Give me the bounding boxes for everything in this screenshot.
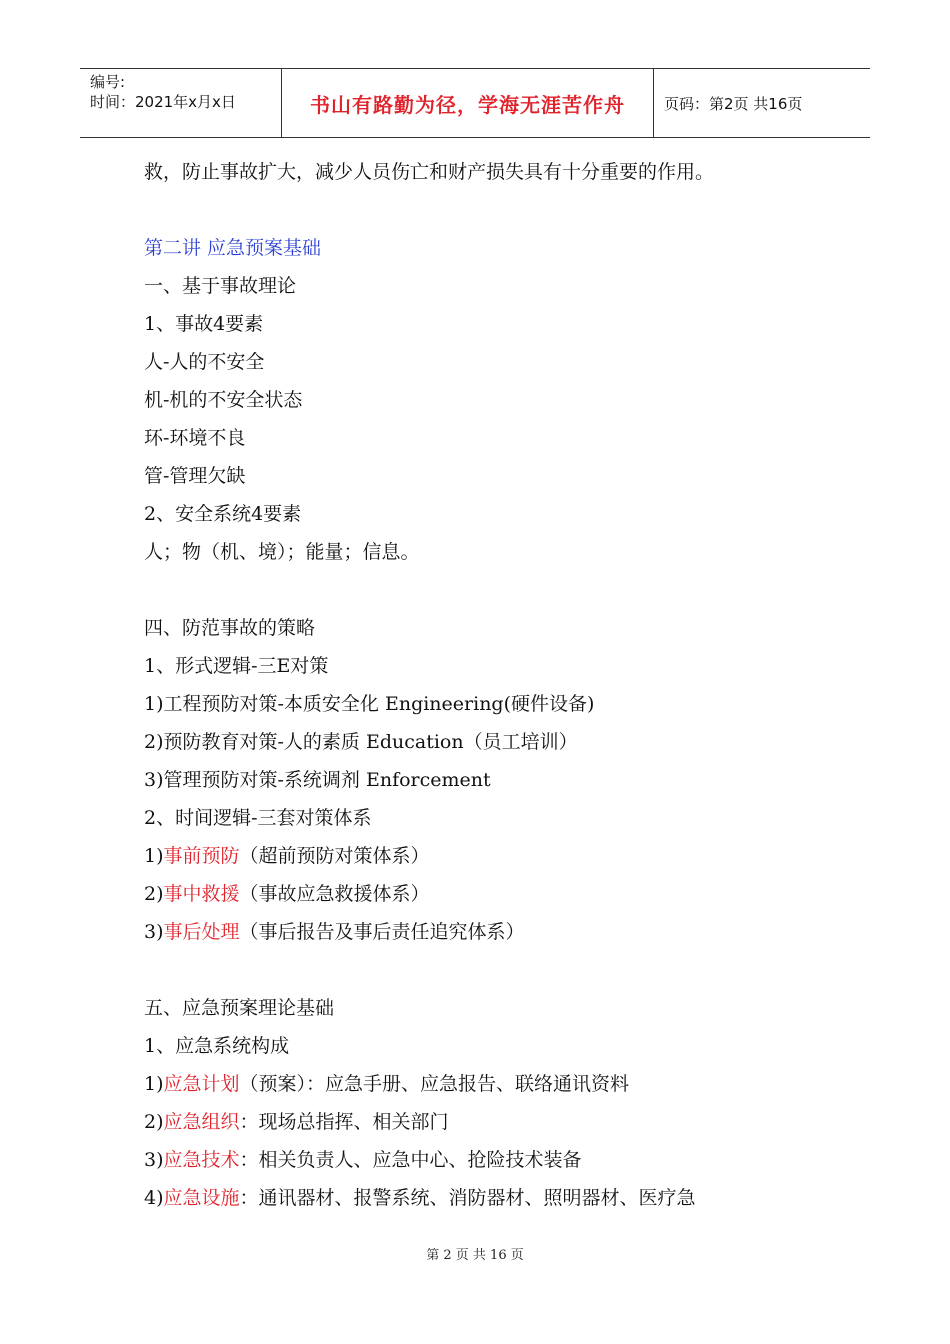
list-item: 1、应急系统构成 (144, 1035, 290, 1057)
document-number-label: 编号: (90, 73, 126, 91)
list-item (144, 1103, 844, 1141)
list-item: 环-环境不良 (144, 427, 246, 449)
highlight-term: 应急技术 (163, 1149, 240, 1171)
item-text: ：相关负责人、应急中心、抢险技术装备 (239, 1149, 582, 1171)
item-text: ：通讯器材、报警系统、消防器材、照明器材、医疗急 (239, 1187, 696, 1209)
item-number: 3) (144, 1149, 164, 1171)
header-page-info: 页码：第2页 共16页 (664, 94, 803, 113)
document-date: 时间：2021年x月x日 (90, 93, 236, 111)
list-item: 1)工程预防对策-本质安全化 Engineering(硬件设备) (144, 693, 595, 715)
item-number: 4) (144, 1187, 164, 1209)
list-item: 机-机的不安全状态 (144, 389, 303, 411)
header-meta (80, 69, 282, 137)
blank-line (144, 951, 844, 989)
item-number: 2) (144, 1111, 164, 1133)
list-item: 2、安全系统4要素 (144, 503, 302, 525)
list-item: 1、事故4要素 (144, 313, 264, 335)
document-body (144, 153, 844, 1217)
blank-line (144, 571, 844, 609)
list-item: 人；物（机、境）；能量；信息。 (144, 541, 420, 563)
page-header (80, 68, 870, 138)
subsection-heading: 一、基于事故理论 (144, 275, 297, 297)
item-text: ：现场总指挥、相关部门 (239, 1111, 449, 1133)
section-heading: 第二讲 应急预案基础 (144, 237, 322, 259)
list-item: 管-管理欠缺 (144, 465, 246, 487)
list-item: 2)预防教育对策-人的素质 Education（员工培训） (144, 731, 578, 753)
item-text: （事故应急救援体系） (239, 883, 430, 905)
item-number: 2) (144, 883, 164, 905)
item-number: 1) (144, 1073, 164, 1095)
list-item: 3)管理预防对策-系统调剂 Enforcement (144, 769, 491, 791)
list-item (144, 1141, 844, 1179)
blank-line (144, 191, 844, 229)
list-item: 2、时间逻辑-三套对策体系 (144, 807, 372, 829)
list-item (144, 837, 844, 875)
highlight-term: 应急设施 (163, 1187, 240, 1209)
item-number: 3) (144, 921, 164, 943)
header-motto: 书山有路勤为径，学海无涯苦作舟 (282, 69, 654, 137)
list-item: 1、形式逻辑-三E对策 (144, 655, 329, 677)
paragraph-line: 救，防止事故扩大，减少人员伤亡和财产损失具有十分重要的作用。 (144, 161, 715, 183)
highlight-term: 事前预防 (163, 845, 240, 867)
list-item (144, 913, 844, 951)
highlight-term: 事后处理 (163, 921, 240, 943)
item-number: 1) (144, 845, 164, 867)
list-item (144, 1065, 844, 1103)
highlight-term: 应急组织 (163, 1111, 240, 1133)
subsection-heading: 四、防范事故的策略 (144, 617, 316, 639)
list-item: 人-人的不安全 (144, 351, 265, 373)
list-item (144, 1179, 844, 1217)
subsection-heading: 五、应急预案理论基础 (144, 997, 335, 1019)
item-text: （预案）：应急手册、应急报告、联络通讯资料 (239, 1073, 630, 1095)
item-text: （事后报告及事后责任追究体系） (239, 921, 525, 943)
highlight-term: 事中救援 (163, 883, 240, 905)
page-footer: 第 2 页 共 16 页 (426, 1248, 524, 1263)
highlight-term: 应急计划 (163, 1073, 240, 1095)
list-item (144, 875, 844, 913)
item-text: （超前预防对策体系） (239, 845, 430, 867)
